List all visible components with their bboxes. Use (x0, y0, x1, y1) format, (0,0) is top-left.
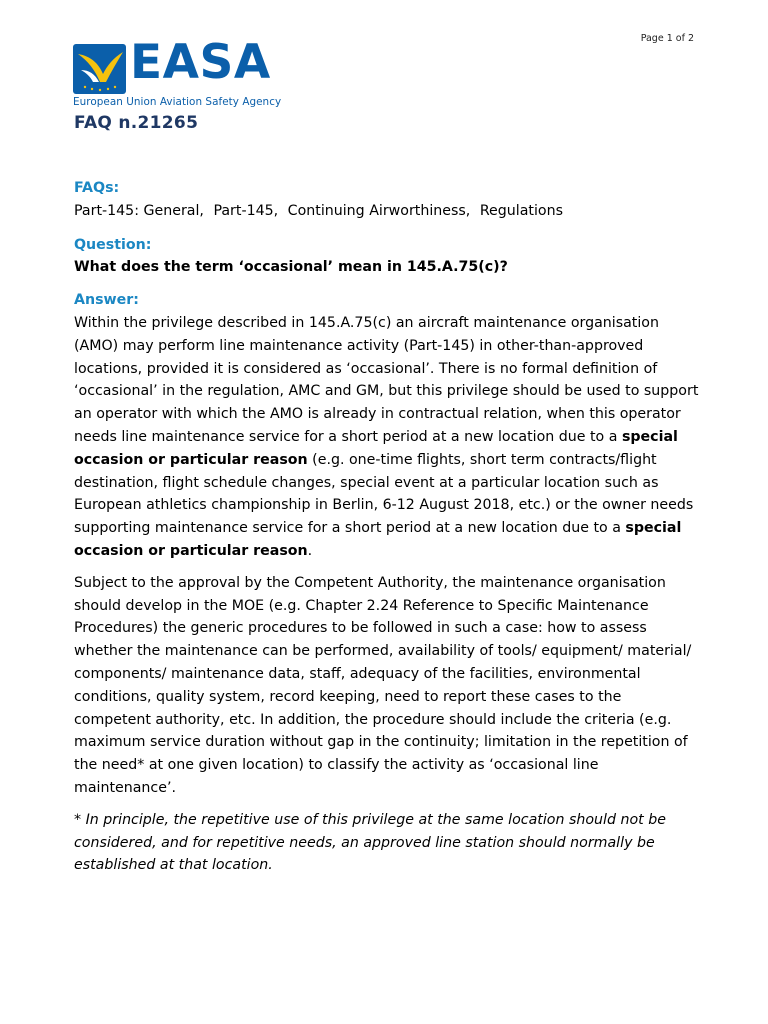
page-number: Page 1 of 2 (640, 33, 694, 44)
category-item: Continuing Airworthiness, (287, 202, 471, 219)
easa-logo (73, 35, 283, 110)
category-item: Part-145: General, (74, 202, 204, 219)
question-text: What does the term ‘occasional’ mean in 145.A.75(c)? (74, 259, 508, 276)
faq-content (74, 177, 700, 886)
answer-p1-text-c: . (307, 542, 313, 559)
answer-paragraph-2: Subject to the approval by the Competent Authority, the maintenance organisation should develop in the MOE (e.g. Chapter 2.24 Reference to Specific Maintenance Procedures) the generic procedures to be followed in such a case: how to assess whether the maintenance can be performed, availability of tools/ equipment/ material/ components/ maintenance data, staff, adequacy of the facilities, environmental conditions, quality system, record keeping, need to report these cases to the competent authority, etc. In addition, the procedure should include the criteria (e.g. maximum service duration without gap in the continuity; limitation in the repetition of the need* at one given location) to classify the activity as ‘occasional line maintenance’. (74, 574, 692, 796)
answer-label: Answer: (74, 292, 139, 309)
answer-p1-emphasis-1: special occasion or particular reason (74, 428, 678, 468)
easa-bird-emblem-icon (73, 44, 126, 94)
category-list (74, 200, 700, 223)
question-label: Question: (74, 236, 152, 253)
answer-p1-text-a: Within the privilege described in 145.A.75(c) an aircraft maintenance organisation (AMO) may perform line maintenance activity (Part-145) in other-than-approved locations, provided it is considered as ‘occasional’. There is no formal definition of ‘occasional’ in the regulation, AMC and GM, but this privilege should be used to support an operator with which the AMO is already in contractual relation, when this operator needs line maintenance service for a short period at a new location due to a (74, 314, 699, 445)
answer-p1-text-b: (e.g. one-time flights, short term contracts/flight destination, flight schedule changes, special event at a particular location such as European athletics championship in Berlin, 6-12 August 2018, etc.) or the owner needs supporting maintenance service for a short period at a new location due to a (74, 451, 694, 537)
category-item: Part-145, (213, 202, 279, 219)
faqs-label: FAQs: (74, 180, 120, 196)
answer-footnote: * In principle, the repetitive use of this privilege at the same location should not be considered, and for repetitive needs, an approved line station should normally be established at that location. (74, 811, 666, 874)
logo-subtitle: European Union Aviation Safety Agency (73, 96, 282, 108)
logo-wordmark: EASA (130, 35, 271, 90)
answer-body (74, 312, 700, 877)
answer-paragraph-1 (74, 312, 700, 563)
category-item: Regulations (479, 202, 563, 219)
answer-p1-emphasis-2: special occasion or particular reason (74, 520, 682, 559)
faq-title: FAQ n.21265 (74, 113, 199, 133)
